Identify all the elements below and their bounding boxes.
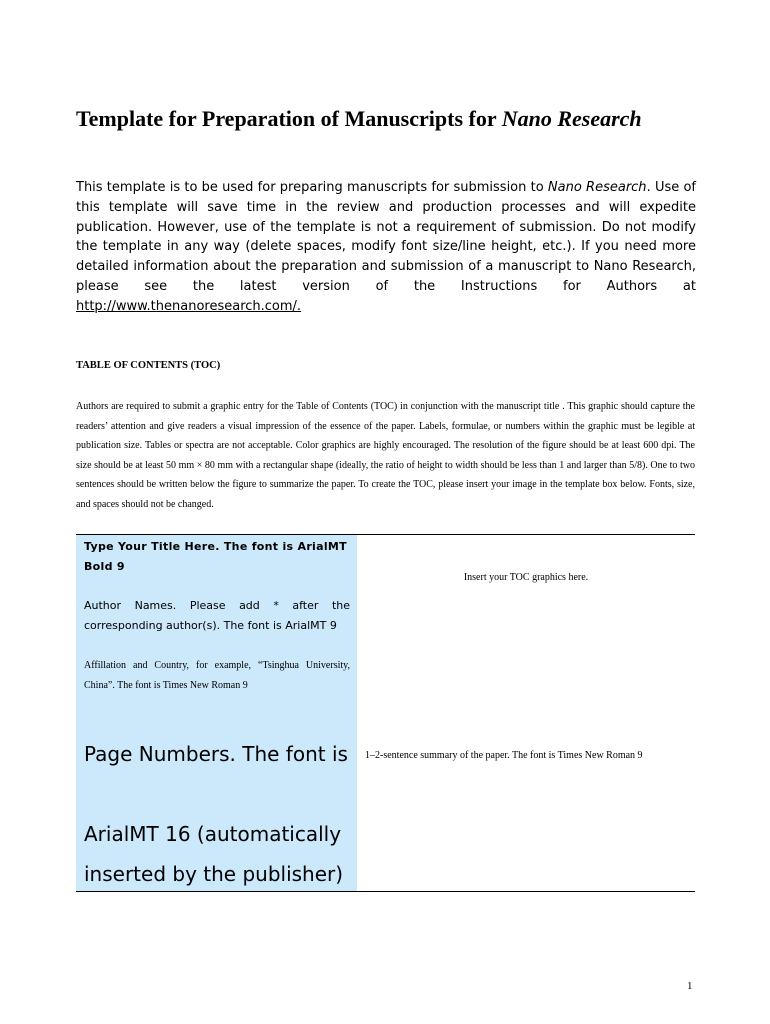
- intro-journal-name: Nano Research: [547, 180, 647, 195]
- toc-description: Authors are required to submit a graphic entry for the Table of Contents (TOC) in conjunction with the manuscript title . This graphic should capture the readers’ attention and give readers a visual impression of the essence of the paper. Labels, formulae, or numbers within the graphic must be legible at publication size. Tables or spectra are not acceptable. Color graphics are highly encouraged. The resolution of the figure should be at least 600 dpi. The size should be at least 50 mm × 80 mm with a rectangular shape (ideally, the ratio of height to width should be less than 1 and larger than 5/8). One to two sentences should be written below the figure to summarize the paper. To create the TOC, please insert your image in the template box below. Fonts, size, and spaces should not be changed.: [76, 401, 695, 510]
- page-number: 1: [687, 980, 693, 992]
- intro-text-2: . Use of this template will save time in the review and production processes and will expedite publication. However, use of the template is not a requirement of submission. Do not modify the template in any way (delete spaces, modify font size/line height, etc.). If you need more detailed information about the preparation and submission of a manuscript to Nano Research, please see the latest version of the Instructions for Authors at: [76, 180, 697, 294]
- toc-affiliation-placeholder[interactable]: Affillation and Country, for example, “Tsinghua University, China”. The font is Times New Roman 9: [84, 660, 350, 691]
- toc-template-box: [76, 534, 695, 892]
- intro-text-1: This template is to be used for preparing manuscripts for submission to: [76, 180, 548, 195]
- page-numbers-line-2: ArialMT 16 (automatically inserted by the publisher): [84, 822, 344, 886]
- toc-title-placeholder[interactable]: Type Your Title Here. The font is ArialMT Bold 9: [84, 540, 347, 573]
- toc-page-numbers-placeholder: [84, 734, 350, 894]
- document-title: [76, 104, 642, 134]
- toc-graphic-cell[interactable]: [357, 535, 695, 891]
- toc-summary-placeholder[interactable]: 1–2-sentence summary of the paper. The font is Times New Roman 9: [365, 750, 643, 761]
- title-main: Template for Preparation of Manuscripts for: [76, 106, 502, 131]
- title-journal-name: Nano Research: [501, 106, 642, 131]
- toc-graphic-placeholder[interactable]: Insert your TOC graphics here.: [463, 572, 589, 583]
- instructions-link[interactable]: http://www.thenanoresearch.com/.: [76, 298, 302, 314]
- toc-heading: TABLE OF CONTENTS (TOC): [76, 360, 221, 371]
- toc-authors-placeholder[interactable]: Author Names. Please add * after the corresponding author(s). The font is ArialMT 9: [84, 599, 350, 632]
- toc-text-cell[interactable]: [76, 535, 357, 891]
- intro-paragraph: [76, 178, 696, 317]
- page-numbers-line-1: Page Numbers. The font is: [84, 742, 348, 766]
